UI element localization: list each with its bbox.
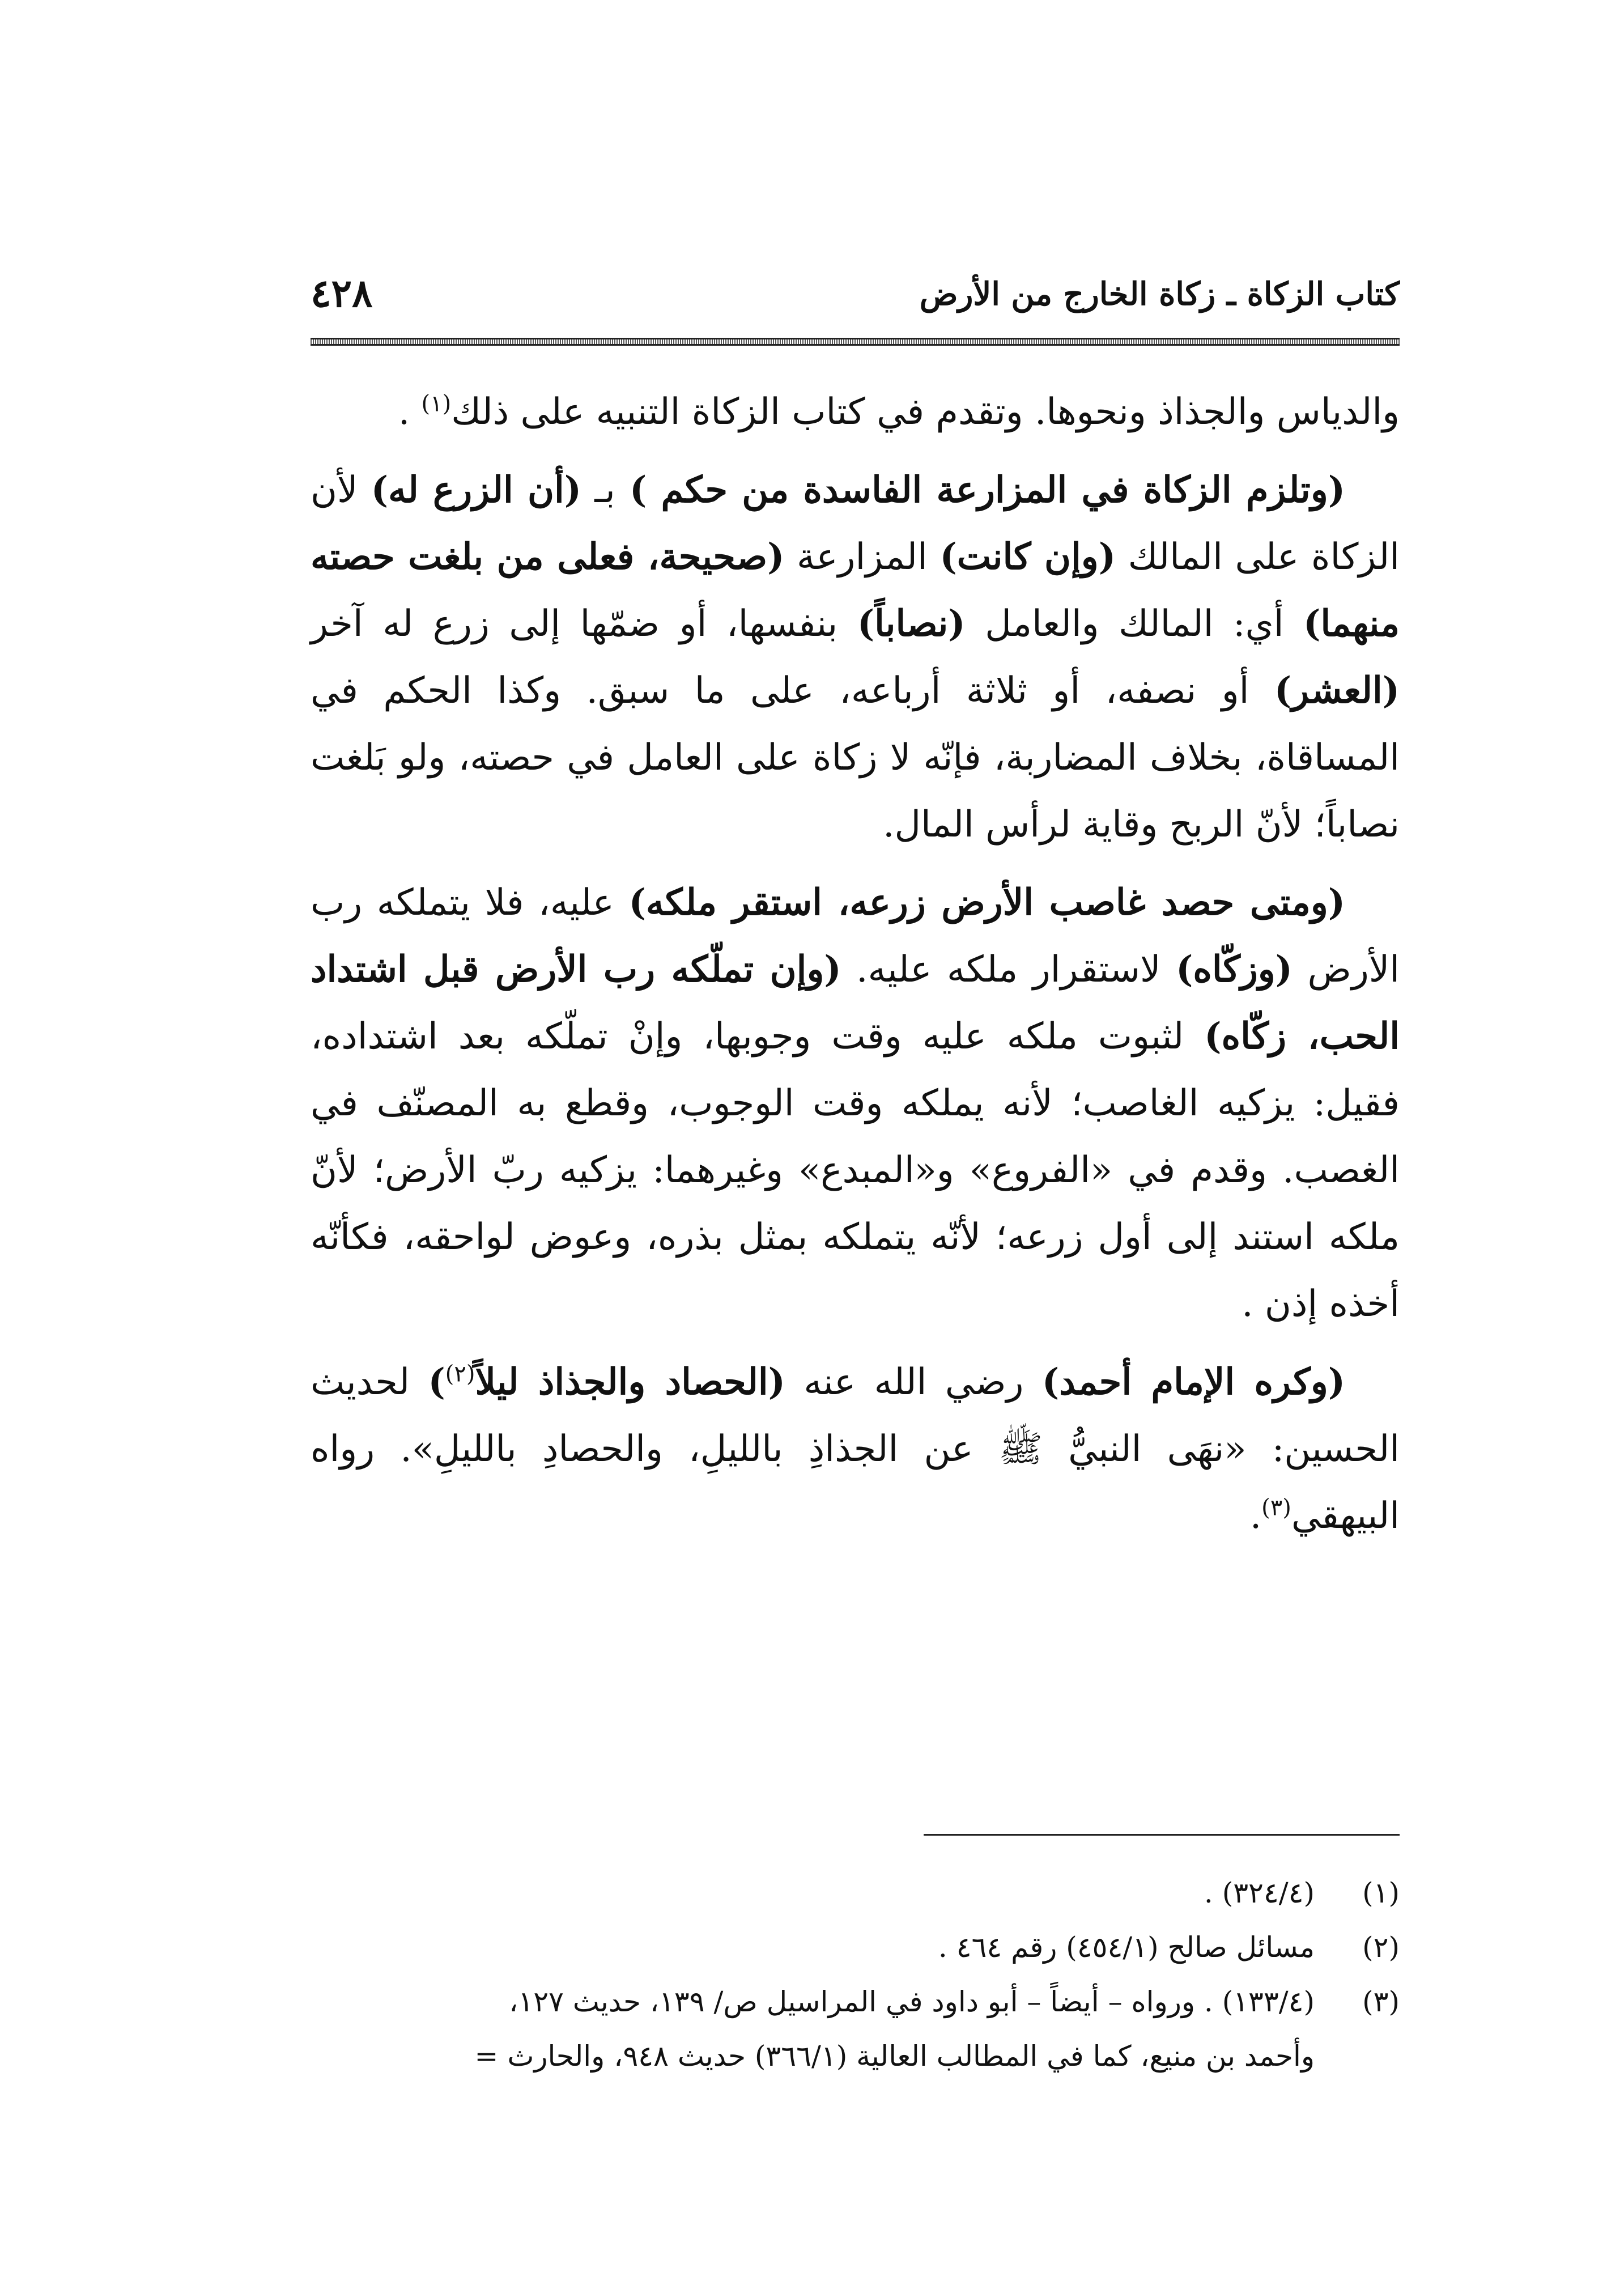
sharh-text: والدياس والجذاذ ونحوها. وتقدم في كتاب الزكاة التنبيه على ذلك bbox=[451, 391, 1400, 433]
footnote bbox=[311, 1866, 1400, 1920]
footnote-number: (٣) bbox=[1362, 1985, 1400, 2018]
footnote-text: (٣٢٤/٤) . bbox=[1204, 1876, 1315, 1909]
footnotes bbox=[311, 1866, 1400, 2083]
matn-text: (وإن تملّكه رب الأرض قبل اشتداد الحب، زكّاه) bbox=[311, 948, 1400, 1058]
sharh-text: المزارعة bbox=[784, 536, 940, 578]
paragraph bbox=[311, 1349, 1400, 1549]
page-number: ٤٢٨ bbox=[311, 271, 373, 316]
matn-text: (ومتى حصد غاصب الأرض زرعه، استقر ملكه) bbox=[628, 881, 1346, 924]
footnote bbox=[311, 1920, 1400, 1974]
sharh-text: أي: المالك والعامل bbox=[965, 603, 1304, 645]
sharh-text: بنفسها، أو ضمّها إلى زرع له آخر bbox=[311, 603, 857, 645]
matn-text: (العشر) bbox=[1274, 669, 1400, 712]
footnote-number: (٢) bbox=[1362, 1931, 1400, 1964]
header-divider bbox=[311, 338, 1400, 346]
footnote bbox=[311, 1974, 1400, 2029]
sharh-text: بـ bbox=[581, 469, 615, 511]
main-text bbox=[311, 379, 1400, 1561]
chapter-title: كتاب الزكاة ـ زكاة الخارج من الأرض bbox=[919, 275, 1400, 313]
footnote-reference[interactable]: (٣) bbox=[1261, 1494, 1291, 1521]
footnote-reference[interactable]: (٢) bbox=[445, 1361, 475, 1387]
footnote-text: (١٣٣/٤) . ورواه – أيضاً – أبو داود في المراسيل ص/ ١٣٩، حديث ١٢٧، bbox=[509, 1985, 1315, 2018]
footnote-divider bbox=[924, 1834, 1400, 1836]
sharh-text: لحديث الحسين: «نهَى النبيُّ ﷺ عن الجذاذِ بالليلِ، والحصادِ بالليلِ». رواه البيهقي bbox=[311, 1361, 1400, 1537]
sharh-text: لاستقرار ملكه عليه. bbox=[841, 949, 1176, 991]
paragraph bbox=[311, 379, 1400, 445]
running-header bbox=[311, 271, 1400, 328]
sharh-text: عليه، فلا يتملكه رب الأرض bbox=[311, 882, 1400, 991]
footnote-text: مسائل صالح (٤٥٤/١) رقم ٤٦٤ . bbox=[938, 1931, 1315, 1964]
footnote bbox=[311, 2029, 1400, 2083]
matn-text: (صحيحة، فعلى من بلغت حصته منهما) bbox=[311, 536, 1400, 645]
matn-text: (أن الزرع له) bbox=[371, 469, 581, 511]
matn-text: (نصاباً) bbox=[857, 602, 966, 645]
matn-text: ) bbox=[428, 1361, 445, 1403]
matn-text: (وإن كانت) bbox=[939, 536, 1116, 578]
sharh-text: لأن الزكاة على المالك bbox=[311, 469, 1400, 578]
matn-text: (وكره الإمام أحمد) bbox=[1041, 1361, 1346, 1403]
paragraph bbox=[311, 457, 1400, 858]
footnote-reference[interactable]: (١) bbox=[421, 390, 452, 417]
footnote-number: (١) bbox=[1362, 1876, 1400, 1909]
sharh-text: أو نصفه، أو ثلاثة أرباعه، على ما سبق. وكذا الحكم في المساقاة، بخلاف المضاربة، فإنّه لا زكاة على العامل في حصته، ولو بَلغت نصاباً؛ لأنّ الربح وقاية لرأس المال. bbox=[311, 670, 1400, 846]
footnote-text: وأحمد بن منيع، كما في المطالب العالية (٣٦٦/١) حديث ٩٤٨، والحارث = bbox=[474, 2040, 1315, 2073]
matn-text: (وتلزم الزكاة في المزارعة الفاسدة من حكم ) bbox=[615, 469, 1346, 511]
matn-text: (الحصاد والجذاذ ليلاً bbox=[475, 1361, 785, 1403]
sharh-text: لثبوت ملكه عليه وقت وجوبها، وإنْ تملّكه بعد اشتداده، فقيل: يزكيه الغاصب؛ لأنه يملكه وقت الوجوب، وقطع به المصنّف في الغصب. وقدم في «الفروع» و«المبدع» وغيرهما: يزكيه ربّ الأرض؛ لأنّ ملكه استند إلى أول زرعه؛ لأنّه يتملكه بمثل بذره، وعوض لواحقه، فكأنّه أخذه إذن . bbox=[311, 1016, 1400, 1325]
sharh-text: . bbox=[398, 391, 422, 433]
sharh-text: . bbox=[1249, 1495, 1262, 1537]
sharh-text: رضي الله عنه bbox=[785, 1361, 1042, 1403]
matn-text: (وزكّاه) bbox=[1176, 948, 1293, 991]
paragraph bbox=[311, 869, 1400, 1337]
